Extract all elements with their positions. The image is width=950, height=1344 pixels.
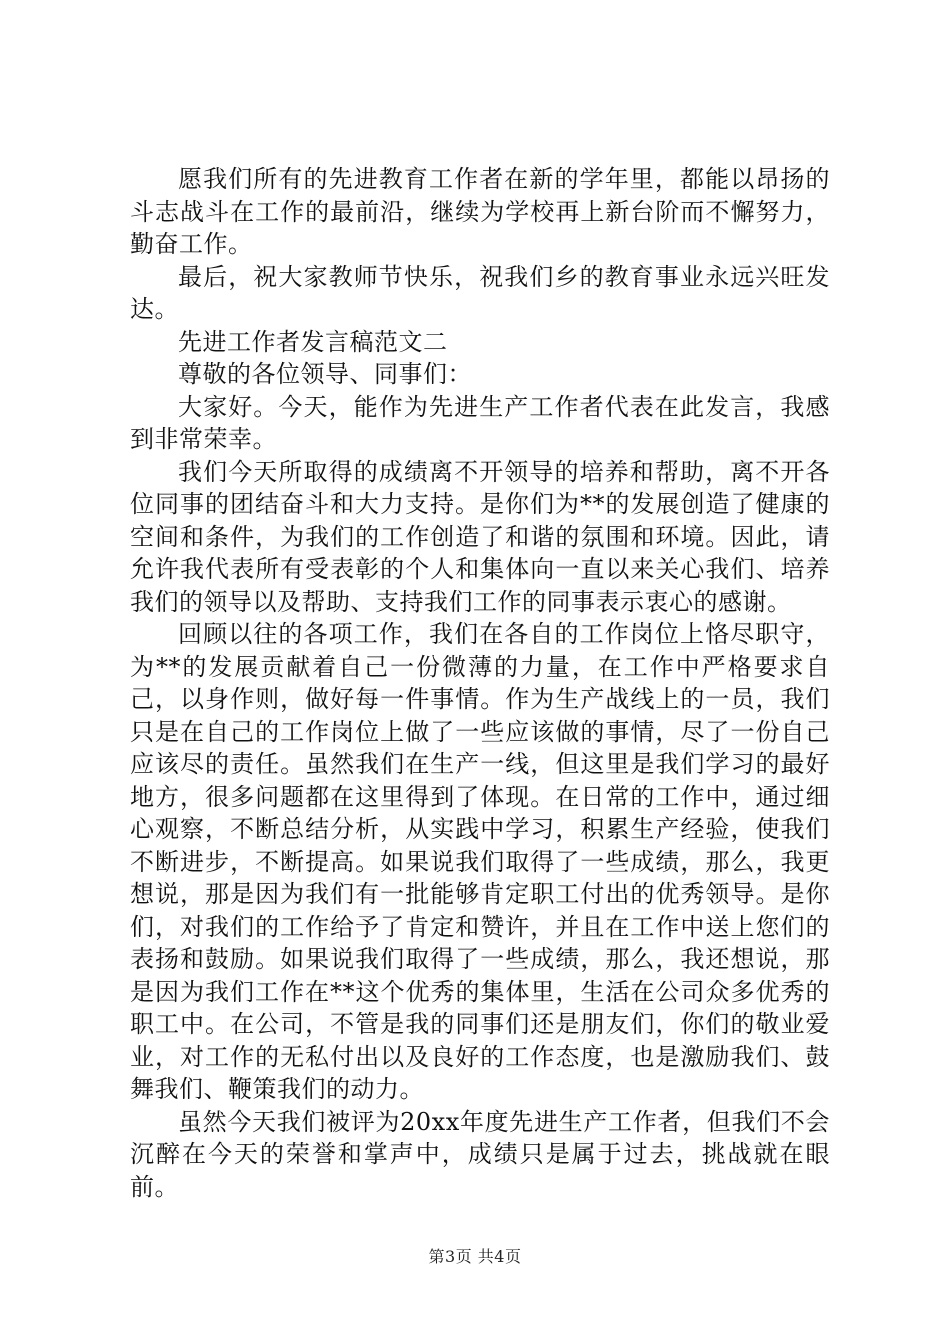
paragraph: 最后，祝大家教师节快乐，祝我们乡的教育事业永远兴旺发达。 (130, 262, 830, 323)
paragraph: 虽然今天我们被评为20xx年度先进生产工作者，但我们不会沉醉在今天的荣誉和掌声中，成绩只是属于过去，挑战就在眼前。 (130, 1107, 830, 1201)
salutation: 尊敬的各位领导、同事们： (178, 360, 472, 388)
page-number-footer: 第3页 共4页 (428, 1247, 522, 1266)
paragraph: 大家好。今天，能作为先进生产工作者代表在此发言，我感到非常荣幸。 (130, 392, 830, 453)
section-heading: 先进工作者发言稿范文二 (178, 327, 448, 356)
paragraph: 愿我们所有的先进教育工作者在新的学年里，都能以昂扬的斗志战斗在工作的最前沿，继续为学校再上新台阶而不懈努力，勤奋工作。 (130, 165, 830, 258)
paragraph: 我们今天所取得的成绩离不开领导的培养和帮助，离不开各位同事的团结奋斗和大力支持。是你们为**的发展创造了健康的空间和条件，为我们的工作创造了和谐的氛围和环境。因此，请允许我代表所有受表彰的个人和集体向一直以来关心我们、培养我们的领导以及帮助、支持我们工作的同事表示衷心的感谢。 (130, 457, 830, 616)
paragraph: 回顾以往的各项工作，我们在各自的工作岗位上恪尽职守，为**的发展贡献着自己一份微薄的力量，在工作中严格要求自己，以身作则，做好每一件事情。作为生产战线上的一员，我们只是在自己的工作岗位上做了一些应该做的事情，尽了一份自己应该尽的责任。虽然我们在生产一线，但这里是我们学习的最好地方，很多问题都在这里得到了体现。在日常的工作中，通过细心观察，不断总结分析，从实践中学习，积累生产经验，使我们不断进步，不断提高。如果说我们取得了一些成绩，那么，我更想说，那是因为我们有一批能够肯定职工付出的优秀领导。是你们，对我们的工作给予了肯定和赞许，并且在工作中送上您们的表扬和鼓励。如果说我们取得了一些成绩，那么，我还想说，那是因为我们工作在**这个优秀的集体里，生活在公司众多优秀的职工中。在公司，不管是我的同事们还是朋友们，你们的敬业爱业，对工作的无私付出以及良好的工作态度，也是激励我们、鼓舞我们、鞭策我们的动力。 (130, 620, 830, 1103)
document-body (130, 163, 830, 1203)
